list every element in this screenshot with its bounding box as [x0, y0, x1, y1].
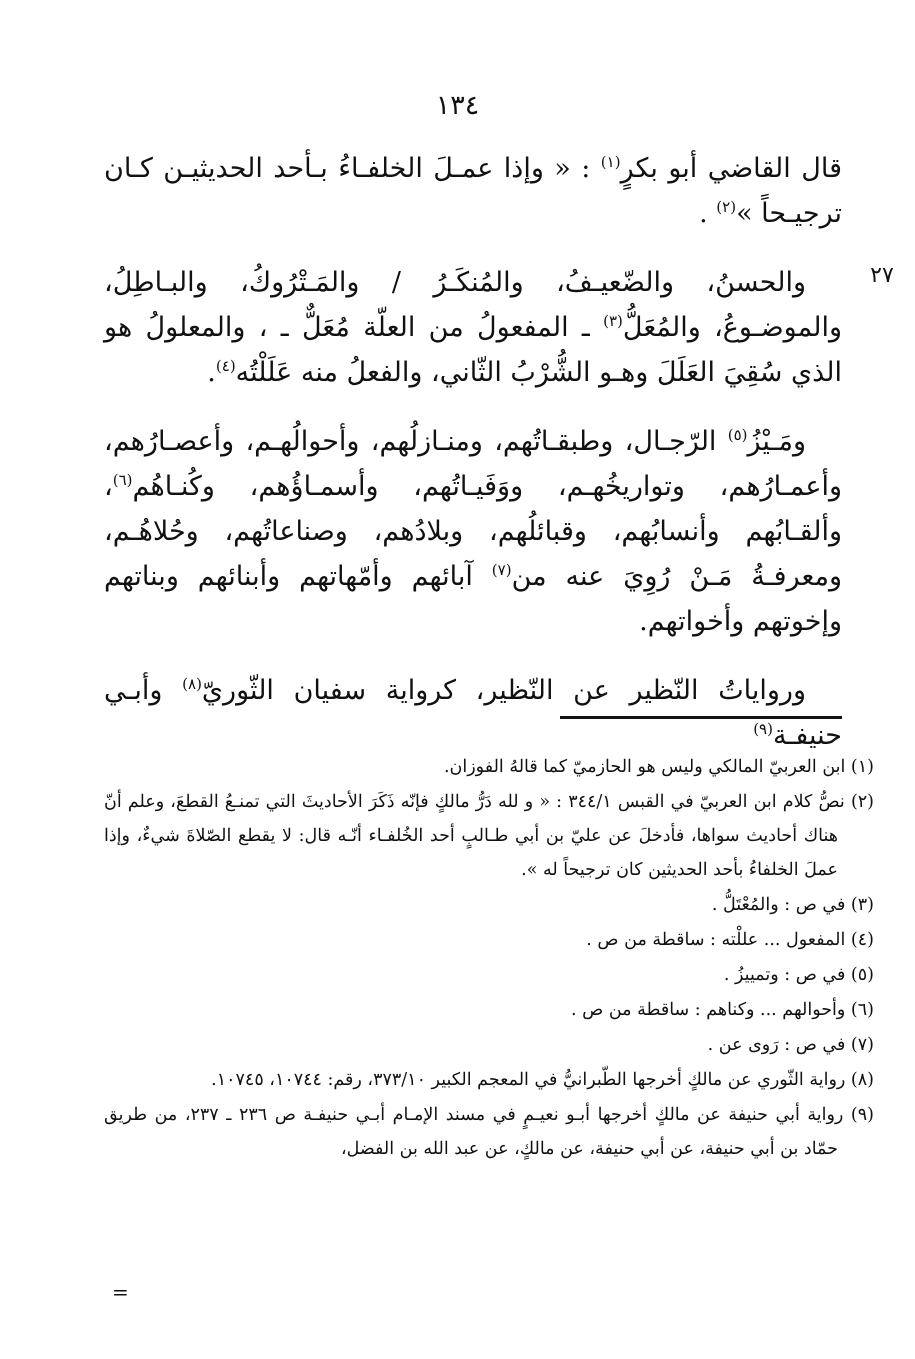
continuation-mark: = — [112, 1280, 129, 1304]
paragraph-3-text-d: آبائهم وأمّهاتهم وأبنائهم وبناتهم وإخوتهم وأخواتهم. — [104, 561, 842, 637]
paragraph-2 — [104, 260, 842, 395]
footnote-ref-4[interactable]: (٤) — [215, 357, 236, 375]
footnote-3: (٣) في ص : والمُعْتَلُّ . — [711, 895, 874, 915]
footnote-6: (٦) وأحوالهم ... وكناهم : ساقطة من ص . — [570, 1000, 874, 1020]
footnote-8: (٨) رواية الثّوري عن مالكٍ أخرجها الطّبرانيُّ في المعجم الكبير ٣٧٣/١٠، رقم: ١٠٧٤٤، ١٠٧٤٥. — [211, 1070, 874, 1090]
footnote-separator — [560, 716, 842, 719]
page-number: ١٣٤ — [435, 90, 480, 121]
footnote-ref-6[interactable]: (٦) — [112, 471, 133, 489]
margin-reference-number: ٢٧ — [870, 263, 894, 288]
paragraph-3-text-b: الرّجـال، وطبقـاتُهم، ومنـازلُهم، وأحوالُهـم، وأعصـارُهم، وأعمـارُهم، وتواريخُهـم، ووَفَيـاتُهم، وأسمـاؤُهم، وكُنـاهُم — [104, 426, 842, 502]
footnote-5: (٥) في ص : وتمييزُ . — [723, 965, 874, 985]
footnote-ref-1[interactable]: (١) — [600, 153, 621, 171]
paragraph-1-quote: : « وإذا عمـلَ الخلفـاءُ بـأحد الحديثيـن كـان ترجيـحاً » — [104, 153, 842, 229]
footnote-ref-9[interactable]: (٩) — [753, 720, 773, 738]
footnote-ref-3[interactable]: (٣) — [603, 312, 623, 330]
paragraph-4-text-b: وأبـي حنيفـة — [104, 675, 842, 751]
paragraph-3 — [104, 419, 842, 644]
footnotes — [104, 750, 874, 1167]
paragraph-3-text-a: ومَـيْزُ — [747, 426, 806, 457]
footnote-1: (١) ابن العربيّ المالكي وليس هو الحازميّ كما قالهُ الفوزان. — [443, 757, 874, 777]
footnote-4: (٤) المفعول ... عللْته : ساقطة من ص . — [586, 930, 874, 950]
footnote-2: (٢) نصُّ كلام ابن العربيّ في القبس ٣٤٤/١ : « و لله دَرُّ مالكٍ فإنّه ذَكَرَ الأحاديثَ التي تمنـعُ القطعَ، وعلم أنّ هناك أحاديث سواها، فأدخلَ عن عليّ بن أبي طـالبٍ أحد الخُلفـاء أنّـه قال: لا يقطع الصّلاةَ شيءٌ، وإذا عملَ الخلفاءُ بأحد الحديثين كان ترجيحاً له ». — [104, 792, 874, 880]
paragraph-1-end: . — [699, 198, 717, 229]
paragraph-2-text-c: . — [207, 357, 216, 388]
footnote-ref-7[interactable]: (٧) — [491, 561, 512, 579]
footnote-9: (٩) رواية أبي حنيفة عن مالكٍ أخرجها أبـو نعيـمٍ في مسند الإمـام أبـي حنيفـة ص ٢٣٦ ـ ٢٣٧، من طريق حمّاد بن أبي حنيفة، عن أبي حنيفة، عن مالكٍ، عن عبد الله بن الفضل، — [104, 1105, 874, 1159]
paragraph-1 — [104, 146, 842, 236]
main-text — [104, 146, 842, 782]
paragraph-2-text-a: والحسنُ، والضّعيـفُ، والمُنكَـرُ / والمَـتْرُوكُ، والبـاطِلُ، والموضـوعُ، والمُعَلُّ — [104, 267, 842, 343]
paragraph-1-text: قال القاضي أبو بكرٍ — [620, 153, 842, 184]
paragraph-2-text-b: ـ المفعولُ من العلّة مُعَلٌّ ـ ، والمعلولُ هو الذي سُقِيَ العَلَلَ وهـو الشُّرْبُ الثّاني، والفعلُ منه عَلَلْتُه — [104, 312, 842, 388]
footnote-7: (٧) في ص : رَوى عن . — [707, 1035, 874, 1055]
footnote-ref-2[interactable]: (٢) — [716, 198, 737, 216]
paragraph-4-text-a: ورواياتُ النّظير عن النّظير، كرواية سفيان الثّوريّ — [201, 675, 806, 706]
paragraph-3-text-c: ، وألقـابُهم وأنسابُهم، وقبائلُهم، وبلادُهم، وصناعاتُهم، وحُلاهُـم، ومعرفـةُ مَـنْ رُوِيَ عنه من — [104, 471, 842, 592]
footnote-ref-5[interactable]: (٥) — [727, 426, 748, 444]
paragraph-4 — [104, 668, 842, 758]
footnote-ref-8[interactable]: (٨) — [182, 675, 202, 693]
